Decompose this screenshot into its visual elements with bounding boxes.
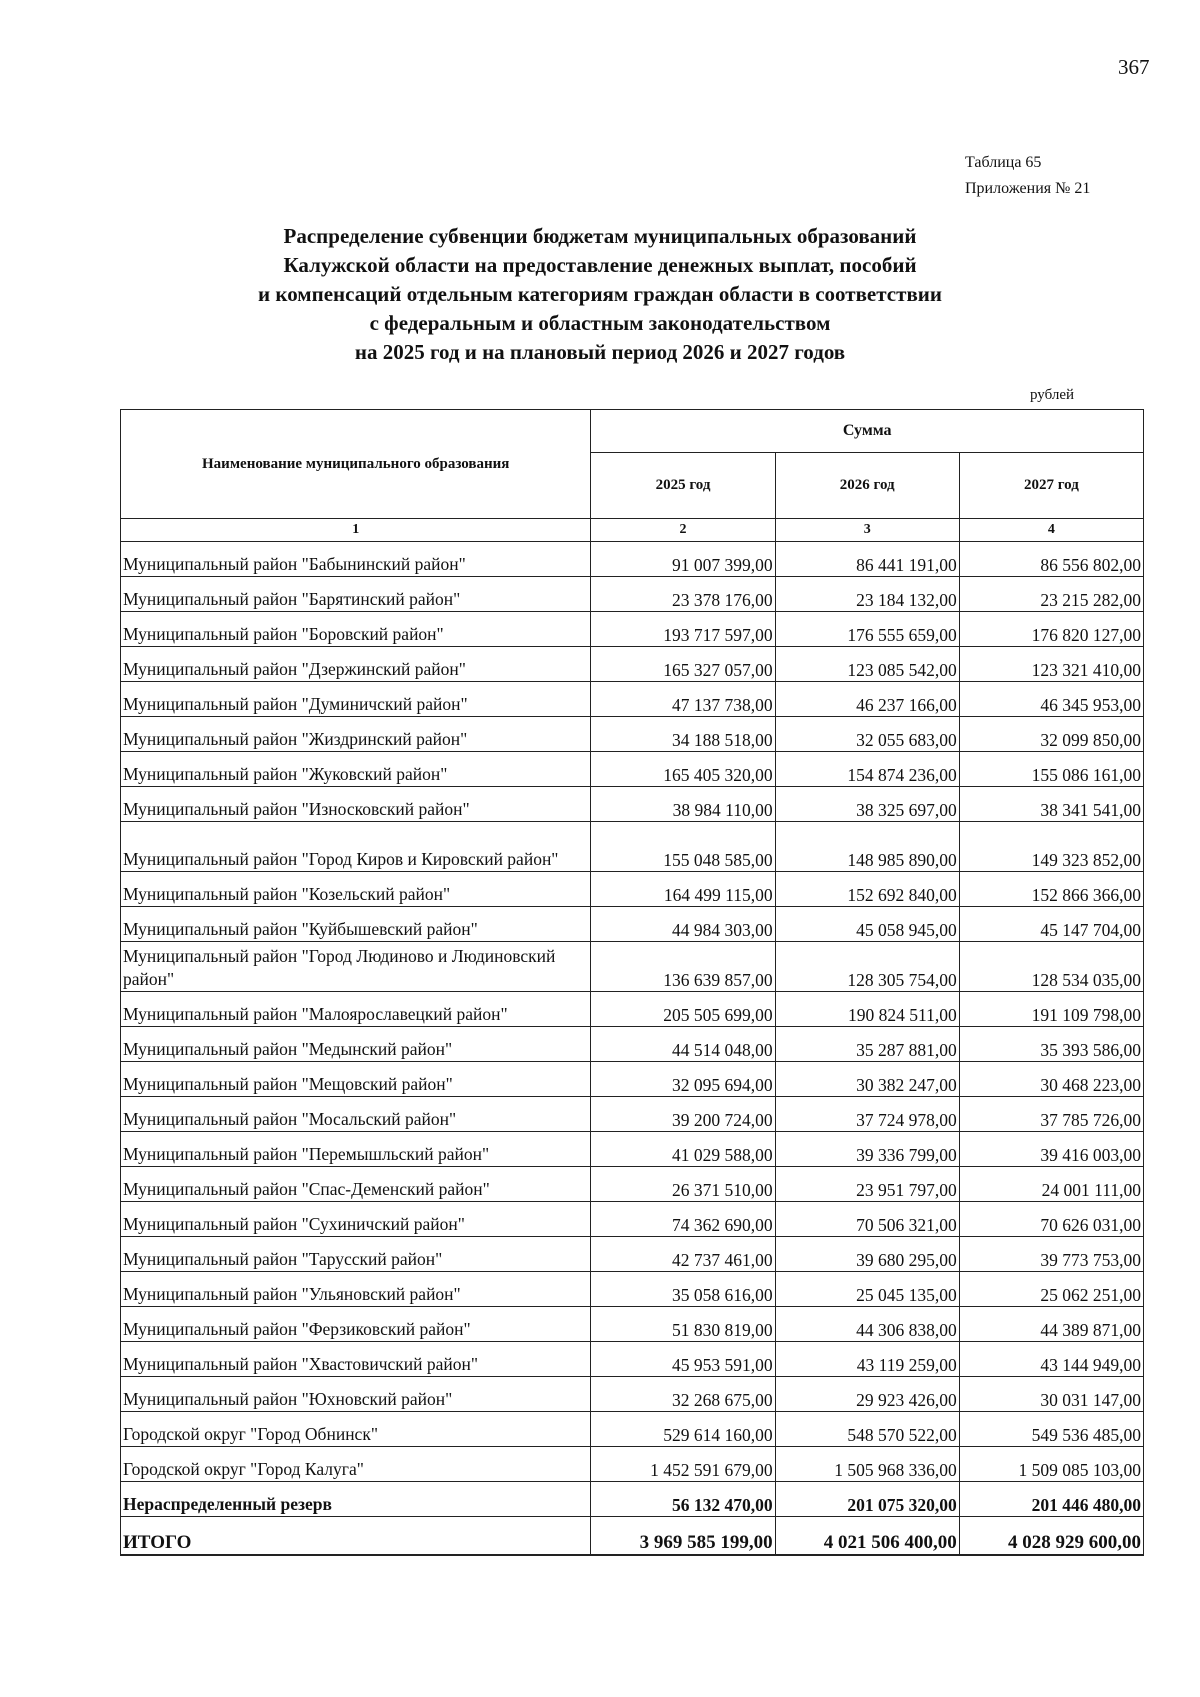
row-name: Муниципальный район "Барятинский район" <box>121 577 591 612</box>
table-row <box>121 1027 1144 1062</box>
row-value-2027: 43 144 949,00 <box>959 1342 1143 1377</box>
table-row <box>121 787 1144 822</box>
row-value-2025: 23 378 176,00 <box>591 577 775 612</box>
row-value-2026: 123 085 542,00 <box>775 647 959 682</box>
row-value-2025: 164 499 115,00 <box>591 872 775 907</box>
row-value-2026: 44 306 838,00 <box>775 1307 959 1342</box>
reserve-row <box>121 1482 1144 1517</box>
row-value-2027: 201 446 480,00 <box>959 1482 1143 1517</box>
row-name: Муниципальный район "Мещовский район" <box>121 1062 591 1097</box>
table-row <box>121 1447 1144 1482</box>
table-row <box>121 752 1144 787</box>
row-value-2026: 39 336 799,00 <box>775 1132 959 1167</box>
table-row <box>121 872 1144 907</box>
row-value-2025: 51 830 819,00 <box>591 1307 775 1342</box>
header-year-2027: 2027 год <box>959 453 1143 519</box>
row-value-2025: 26 371 510,00 <box>591 1167 775 1202</box>
row-value-2025: 32 095 694,00 <box>591 1062 775 1097</box>
header-year-2025: 2025 год <box>591 453 775 519</box>
total-row <box>121 1517 1144 1556</box>
row-value-2026: 35 287 881,00 <box>775 1027 959 1062</box>
row-value-2027: 123 321 410,00 <box>959 647 1143 682</box>
table-row <box>121 1307 1144 1342</box>
row-value-2025: 529 614 160,00 <box>591 1412 775 1447</box>
row-value-2027: 149 323 852,00 <box>959 822 1143 872</box>
row-value-2025: 44 984 303,00 <box>591 907 775 942</box>
table-row <box>121 682 1144 717</box>
row-value-2026: 148 985 890,00 <box>775 822 959 872</box>
table-row <box>121 907 1144 942</box>
row-name: Муниципальный район "Боровский район" <box>121 612 591 647</box>
row-value-2025: 44 514 048,00 <box>591 1027 775 1062</box>
row-value-2025: 38 984 110,00 <box>591 787 775 822</box>
currency-unit: рублей <box>1030 387 1075 403</box>
table-reference <box>965 150 1090 202</box>
row-value-2026: 70 506 321,00 <box>775 1202 959 1237</box>
header-year-2026: 2026 год <box>775 453 959 519</box>
row-value-2025: 136 639 857,00 <box>591 942 775 992</box>
row-value-2027: 45 147 704,00 <box>959 907 1143 942</box>
row-value-2027: 46 345 953,00 <box>959 682 1143 717</box>
table-row <box>121 1237 1144 1272</box>
table-row <box>121 822 1144 872</box>
row-value-2027: 35 393 586,00 <box>959 1027 1143 1062</box>
row-value-2026: 38 325 697,00 <box>775 787 959 822</box>
row-value-2027: 30 468 223,00 <box>959 1062 1143 1097</box>
row-name: Муниципальный район "Козельский район" <box>121 872 591 907</box>
column-number: 4 <box>959 519 1143 542</box>
row-name: Муниципальный район "Дзержинский район" <box>121 647 591 682</box>
row-value-2027: 191 109 798,00 <box>959 992 1143 1027</box>
row-name: Муниципальный район "Думиничский район" <box>121 682 591 717</box>
row-value-2026: 86 441 191,00 <box>775 542 959 577</box>
row-value-2026: 190 824 511,00 <box>775 992 959 1027</box>
row-name: Муниципальный район "Ферзиковский район" <box>121 1307 591 1342</box>
row-name: Муниципальный район "Сухиничский район" <box>121 1202 591 1237</box>
title-line: с федеральным и областным законодательством <box>369 311 831 335</box>
row-value-2026: 29 923 426,00 <box>775 1377 959 1412</box>
row-name: Муниципальный район "Куйбышевский район" <box>121 907 591 942</box>
table-row <box>121 1412 1144 1447</box>
row-value-2026: 43 119 259,00 <box>775 1342 959 1377</box>
row-value-2027: 39 416 003,00 <box>959 1132 1143 1167</box>
row-value-2025: 34 188 518,00 <box>591 717 775 752</box>
row-value-2025: 74 362 690,00 <box>591 1202 775 1237</box>
row-name: Нераспределенный резерв <box>121 1482 591 1517</box>
table-row <box>121 1062 1144 1097</box>
table-row <box>121 542 1144 577</box>
row-name: Городской округ "Город Обнинск" <box>121 1412 591 1447</box>
row-value-2026: 201 075 320,00 <box>775 1482 959 1517</box>
column-number: 1 <box>121 519 591 542</box>
row-value-2026: 25 045 135,00 <box>775 1272 959 1307</box>
row-value-2026: 23 184 132,00 <box>775 577 959 612</box>
table-row <box>121 647 1144 682</box>
row-value-2026: 32 055 683,00 <box>775 717 959 752</box>
row-value-2026: 154 874 236,00 <box>775 752 959 787</box>
row-value-2025: 32 268 675,00 <box>591 1377 775 1412</box>
row-value-2027: 37 785 726,00 <box>959 1097 1143 1132</box>
row-value-2027: 32 099 850,00 <box>959 717 1143 752</box>
table-row <box>121 1202 1144 1237</box>
row-value-2026: 152 692 840,00 <box>775 872 959 907</box>
row-name: Муниципальный район "Город Людиново и Людиновский район" <box>121 942 591 992</box>
row-value-2026: 39 680 295,00 <box>775 1237 959 1272</box>
row-name: Муниципальный район "Бабынинский район" <box>121 542 591 577</box>
title-line: Распределение субвенции бюджетам муниципальных образований <box>283 224 917 248</box>
row-value-2027: 70 626 031,00 <box>959 1202 1143 1237</box>
row-value-2026: 176 555 659,00 <box>775 612 959 647</box>
row-value-2025: 41 029 588,00 <box>591 1132 775 1167</box>
row-value-2025: 205 505 699,00 <box>591 992 775 1027</box>
row-name: Муниципальный район "Юхновский район" <box>121 1377 591 1412</box>
table-row <box>121 1272 1144 1307</box>
row-value-2027: 176 820 127,00 <box>959 612 1143 647</box>
header-sum: Сумма <box>591 410 1144 453</box>
table-row <box>121 942 1144 992</box>
column-number: 3 <box>775 519 959 542</box>
row-name: Муниципальный район "Ульяновский район" <box>121 1272 591 1307</box>
row-value-2026: 548 570 522,00 <box>775 1412 959 1447</box>
appendix-number: Приложения № 21 <box>965 180 1091 197</box>
row-value-2025: 165 327 057,00 <box>591 647 775 682</box>
table-row <box>121 1132 1144 1167</box>
row-value-2026: 4 021 506 400,00 <box>775 1517 959 1556</box>
row-name: Муниципальный район "Жуковский район" <box>121 752 591 787</box>
table-body <box>121 542 1144 1556</box>
row-value-2027: 86 556 802,00 <box>959 542 1143 577</box>
row-value-2025: 39 200 724,00 <box>591 1097 775 1132</box>
title-line: на 2025 год и на плановый период 2026 и 2027 годов <box>354 340 846 364</box>
row-value-2026: 1 505 968 336,00 <box>775 1447 959 1482</box>
row-name: Муниципальный район "Жиздринский район" <box>121 717 591 752</box>
table-row <box>121 1097 1144 1132</box>
row-value-2026: 37 724 978,00 <box>775 1097 959 1132</box>
row-value-2025: 1 452 591 679,00 <box>591 1447 775 1482</box>
subvention-table <box>120 409 1144 1556</box>
table-row <box>121 612 1144 647</box>
table-row <box>121 992 1144 1027</box>
row-name: Муниципальный район "Износковский район" <box>121 787 591 822</box>
document-title <box>140 222 1060 367</box>
row-value-2025: 35 058 616,00 <box>591 1272 775 1307</box>
row-value-2027: 152 866 366,00 <box>959 872 1143 907</box>
row-value-2027: 30 031 147,00 <box>959 1377 1143 1412</box>
page-number: 367 <box>1118 55 1150 79</box>
row-value-2025: 91 007 399,00 <box>591 542 775 577</box>
row-name: Муниципальный район "Перемышльский район" <box>121 1132 591 1167</box>
table-number: Таблица 65 <box>965 154 1042 171</box>
table-row <box>121 1342 1144 1377</box>
table-row <box>121 1167 1144 1202</box>
row-value-2026: 30 382 247,00 <box>775 1062 959 1097</box>
title-line: и компенсаций отдельным категориям граждан области в соответствии <box>258 282 942 306</box>
row-value-2027: 44 389 871,00 <box>959 1307 1143 1342</box>
row-value-2026: 23 951 797,00 <box>775 1167 959 1202</box>
row-value-2027: 1 509 085 103,00 <box>959 1447 1143 1482</box>
row-value-2025: 193 717 597,00 <box>591 612 775 647</box>
table-row <box>121 1377 1144 1412</box>
row-value-2027: 155 086 161,00 <box>959 752 1143 787</box>
table-row <box>121 717 1144 752</box>
row-value-2027: 38 341 541,00 <box>959 787 1143 822</box>
row-value-2025: 155 048 585,00 <box>591 822 775 872</box>
row-value-2026: 46 237 166,00 <box>775 682 959 717</box>
header-municipality-name: Наименование муниципального образования <box>121 410 591 519</box>
row-value-2027: 23 215 282,00 <box>959 577 1143 612</box>
row-name: Муниципальный район "Город Киров и Кировский район" <box>121 822 591 872</box>
row-value-2025: 47 137 738,00 <box>591 682 775 717</box>
row-value-2025: 3 969 585 199,00 <box>591 1517 775 1556</box>
row-value-2025: 42 737 461,00 <box>591 1237 775 1272</box>
row-name: Муниципальный район "Медынский район" <box>121 1027 591 1062</box>
row-value-2027: 25 062 251,00 <box>959 1272 1143 1307</box>
row-value-2025: 56 132 470,00 <box>591 1482 775 1517</box>
row-value-2026: 128 305 754,00 <box>775 942 959 992</box>
row-value-2027: 24 001 111,00 <box>959 1167 1143 1202</box>
row-name: Муниципальный район "Спас-Деменский район" <box>121 1167 591 1202</box>
row-value-2025: 45 953 591,00 <box>591 1342 775 1377</box>
row-value-2027: 4 028 929 600,00 <box>959 1517 1143 1556</box>
row-name: Муниципальный район "Тарусский район" <box>121 1237 591 1272</box>
row-value-2026: 45 058 945,00 <box>775 907 959 942</box>
row-name: Городской округ "Город Калуга" <box>121 1447 591 1482</box>
row-name: Муниципальный район "Хвастовичский район" <box>121 1342 591 1377</box>
table-row <box>121 577 1144 612</box>
column-number: 2 <box>591 519 775 542</box>
row-value-2025: 165 405 320,00 <box>591 752 775 787</box>
row-name: Муниципальный район "Малоярославецкий район" <box>121 992 591 1027</box>
row-value-2027: 549 536 485,00 <box>959 1412 1143 1447</box>
title-line: Калужской области на предоставление денежных выплат, пособий <box>283 253 917 277</box>
row-value-2027: 128 534 035,00 <box>959 942 1143 992</box>
row-name: ИТОГО <box>121 1517 591 1556</box>
row-value-2027: 39 773 753,00 <box>959 1237 1143 1272</box>
row-name: Муниципальный район "Мосальский район" <box>121 1097 591 1132</box>
